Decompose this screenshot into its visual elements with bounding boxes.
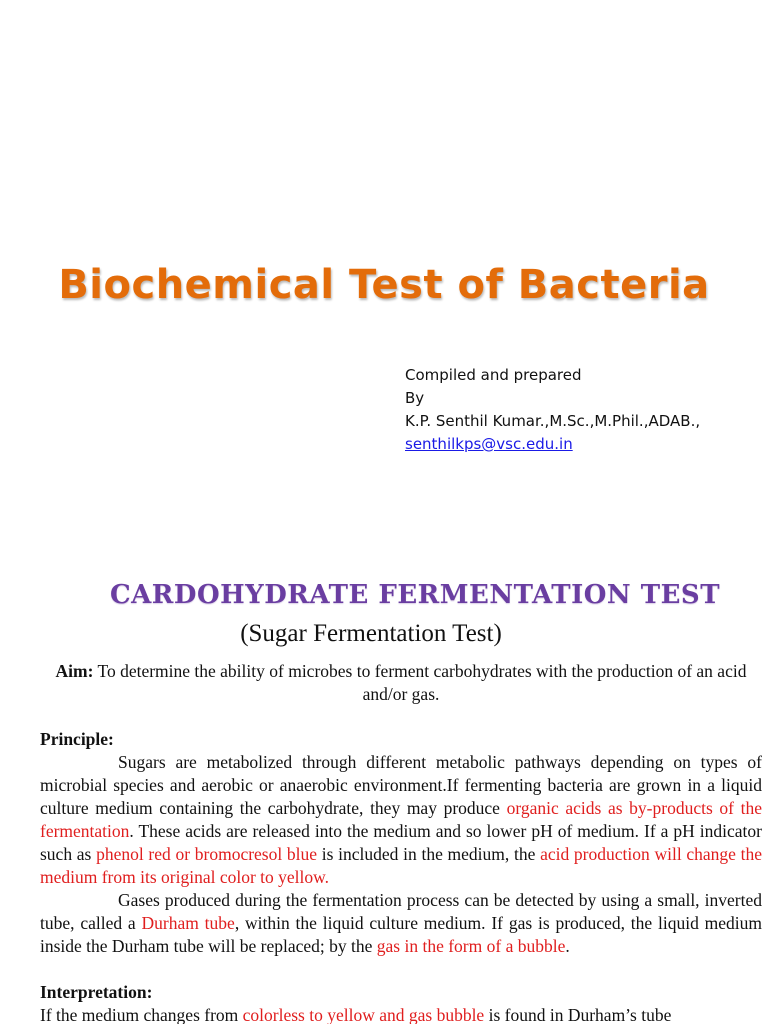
author-name: K.P. Senthil Kumar.,M.Sc.,M.Phil.,ADAB., bbox=[405, 412, 701, 430]
interpretation-text: If the medium changes from bbox=[40, 1005, 243, 1024]
author-credits bbox=[405, 364, 700, 456]
highlight-text: gas in the form of a bubble bbox=[376, 936, 566, 956]
section-subtitle: (Sugar Fermentation Test) bbox=[240, 620, 502, 647]
highlight-text: acid production will change the medium from its original color to yellow. bbox=[40, 844, 763, 887]
interpretation-paragraph bbox=[40, 1004, 762, 1024]
interpretation-text: is found in Durham’s tube bbox=[484, 1005, 672, 1024]
highlight-text: organic acids as by-products of the fermentation bbox=[40, 798, 762, 841]
main-title: Biochemical Test of Bacteria bbox=[58, 262, 710, 308]
author-email-link[interactable]: senthilkps@vsc.edu.in bbox=[405, 435, 573, 453]
principle-text: . bbox=[565, 936, 570, 956]
principle-heading: Principle: bbox=[40, 729, 114, 749]
principle-text: Sugars are metabolized through different metabolic pathways depending on types of microbial species and aerobic or anaerobic environment.If fermenting bacteria are grown in a liquid culture medium containing the carbohydrate, they may produce bbox=[40, 752, 762, 818]
principle-text: . These acids are released into the medium and so lower pH of medium. If a pH indicator such as bbox=[40, 821, 762, 864]
fermentation-test-slide bbox=[0, 580, 768, 1024]
body-text bbox=[40, 660, 762, 1024]
principle-text: is included in the medium, the bbox=[317, 844, 541, 864]
highlight-text: colorless to yellow and gas bubble bbox=[242, 1005, 485, 1024]
paragraph-spacer bbox=[40, 958, 762, 981]
principle-text: , within the liquid culture medium. If gas is produced, the liquid medium inside the Durham tube will be replaced; by the bbox=[40, 913, 762, 956]
aim-text: To determine the ability of microbes to ferment carbohydrates with the production of an acid and/or gas. bbox=[93, 661, 747, 704]
section-title: CARDOHYDRATE FERMENTATION TEST bbox=[109, 580, 721, 610]
credits-line-by: By bbox=[405, 389, 425, 407]
credits-line-compiled: Compiled and prepared bbox=[405, 366, 582, 384]
aim-paragraph bbox=[40, 660, 762, 706]
interpretation-heading: Interpretation: bbox=[40, 982, 153, 1002]
principle-paragraph-2 bbox=[40, 889, 762, 958]
principle-paragraph-1 bbox=[40, 751, 762, 889]
principle-text: Gases produced during the fermentation process can be detected by using a small, inverted tube, called a bbox=[40, 890, 762, 933]
aim-label: Aim: bbox=[55, 661, 94, 681]
highlight-text: phenol red or bromocresol blue bbox=[96, 844, 318, 864]
highlight-text: Durham tube bbox=[141, 913, 235, 933]
